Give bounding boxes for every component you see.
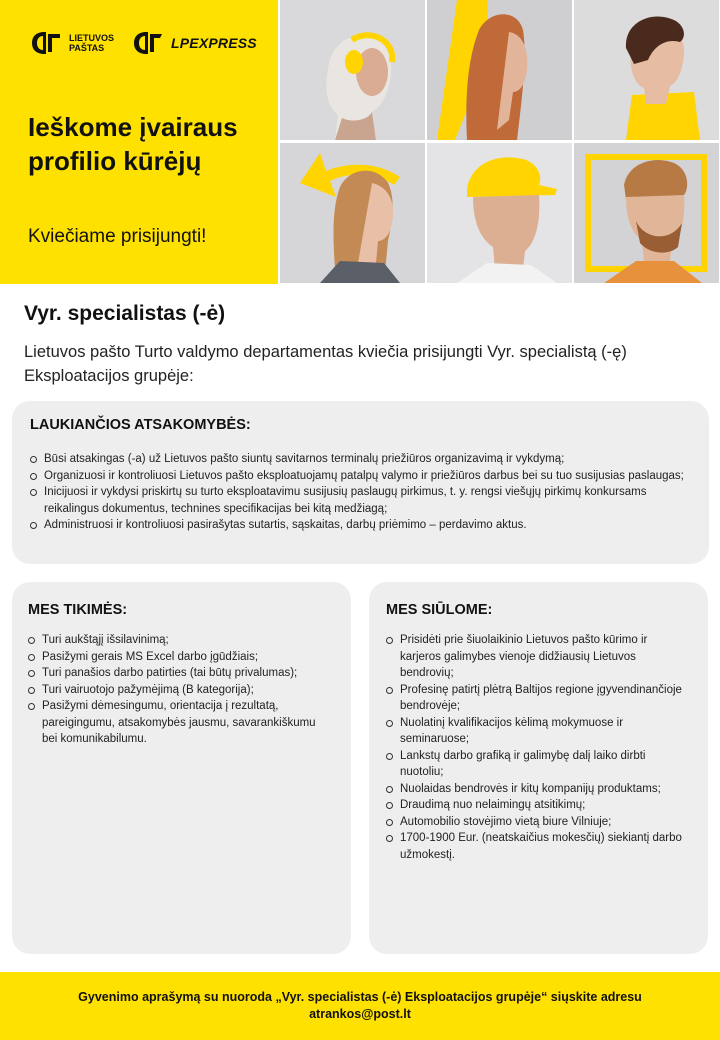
photo-woman-arrow <box>280 143 425 283</box>
list-item: Automobilio stovėjimo vietą biure Vilniuje; <box>386 814 686 831</box>
requirements-list <box>28 632 328 748</box>
list-item: Lankstų darbo grafiką ir galimybę dalį laiko dirbti nuotoliu; <box>386 748 686 781</box>
responsibilities-list <box>30 451 695 534</box>
logo-text-line1: LIETUVOS <box>69 33 115 43</box>
responsibilities-card <box>12 401 709 564</box>
list-item: Nuolatinį kvalifikacijos kėlimą mokymuose ir seminaruose; <box>386 715 686 748</box>
requirements-heading: MES TIKIMĖS: <box>28 602 128 618</box>
lpexpress-logo[interactable] <box>130 30 257 56</box>
list-item: Profesinę patirtį plėtrą Baltijos regione įgyvendinančioje bendrovėje; <box>386 682 686 715</box>
photo-grid <box>278 0 720 284</box>
list-item: Būsi atsakingas (-a) už Lietuvos pašto siuntų savitarnos terminalų priežiūros organizavimą ir vykdymą; <box>30 451 695 468</box>
offer-card <box>369 582 708 954</box>
footer-instructions: Gyvenimo aprašymą su nuoroda „Vyr. specialistas (-ė) Eksploatacijos grupėje“ siųskite adresu <box>78 990 642 1004</box>
hero-subtitle: Kviečiame prisijungti! <box>28 226 207 247</box>
photo-man-beard <box>574 143 719 283</box>
lietuvos-pastas-logo[interactable] <box>28 30 114 56</box>
hero-title-line1: Ieškome įvairaus <box>28 112 238 142</box>
list-item: Turi panašios darbo patirties (tai būtų privalumas); <box>28 665 328 682</box>
responsibilities-heading: LAUKIANČIOS ATSAKOMYBĖS: <box>30 417 251 433</box>
list-item: Draudimą nuo nelaimingų atsitikimų; <box>386 797 686 814</box>
list-item: Inicijuosi ir vykdysi priskirtų su turto eksploatavimu susijusių paslaugų pirkimus, t. y. rengsi viešųjų pirkimų konkursams reikalingus dokumentus, technines specifikacijas bei kitą medžiagą; <box>30 484 695 517</box>
post-horn-icon <box>28 30 64 56</box>
hero-title-line2: profilio kūrėjų <box>28 146 202 176</box>
hero-banner <box>0 0 720 284</box>
photo-man-cap <box>427 143 572 283</box>
list-item: Pasižymi gerais MS Excel darbo įgūdžiais; <box>28 649 328 666</box>
list-item: Organizuosi ir kontroliuosi Lietuvos pašto eksploatuojamų patalpų valymo ir priežiūros darbus bei su tuo susijusias paslaugas; <box>30 468 695 485</box>
offer-heading: MES SIŪLOME: <box>386 602 493 618</box>
list-item: Prisidėti prie šiuolaikinio Lietuvos pašto kūrimo ir karjeros galimybes vienoje didžiausių Lietuvos bendrovių; <box>386 632 686 682</box>
list-item: Turi aukštąjį išsilavinimą; <box>28 632 328 649</box>
list-item: Administruosi ir kontroliuosi pasirašytas sutartis, sąskaitas, darbų priėmimo – perdavimo aktus. <box>30 517 695 534</box>
list-item: Pasižymi dėmesingumu, orientacija į rezultatą, pareigingumu, atsakomybės jausmu, savarankiškumu bei komunikabilumu. <box>28 698 328 748</box>
requirements-card <box>12 582 351 954</box>
footer-email-link[interactable]: atrankos@post.lt <box>309 1007 411 1021</box>
list-item: Turi vairuotojo pažymėjimą (B kategorija); <box>28 682 328 699</box>
hero-yellow-panel <box>0 0 278 284</box>
photo-woman-headphones <box>280 0 425 140</box>
logos <box>28 30 257 56</box>
hero-title <box>28 110 268 178</box>
job-title: Vyr. specialistas (-ė) <box>24 302 226 325</box>
logo-text-line2: PAŠTAS <box>69 43 105 53</box>
job-intro: Lietuvos pašto Turto valdymo departamentas kviečia prisijungti Vyr. specialistą (-ę) Eksploatacijos grupėje: <box>24 343 627 385</box>
lpexpress-text: LPEXPRESS <box>171 35 257 51</box>
list-item: 1700-1900 Eur. (neatskaičius mokesčių) siekiantį darbo užmokestį. <box>386 830 686 863</box>
footer-banner <box>0 972 720 1040</box>
photo-woman-short-hair <box>574 0 719 140</box>
photo-woman-profile <box>427 0 572 140</box>
post-horn-icon <box>130 30 166 56</box>
offer-list <box>386 632 686 863</box>
list-item: Nuolaidas bendrovės ir kitų kompanijų produktams; <box>386 781 686 798</box>
